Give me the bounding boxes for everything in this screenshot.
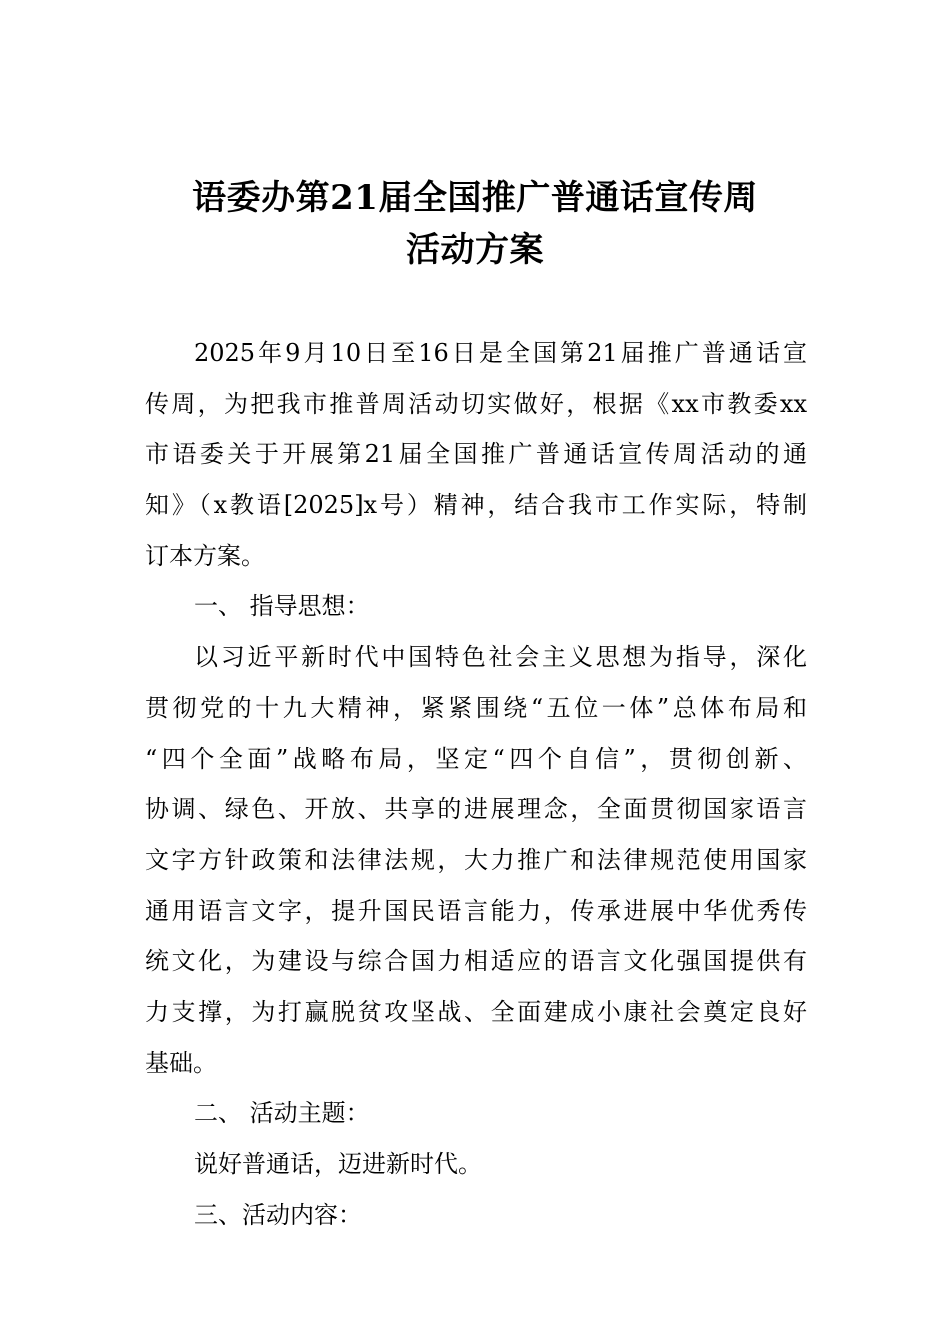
paragraph-2-line-7: 统文化，为建设与综合国力相适应的语言文化强国提供有 (145, 947, 807, 976)
paragraph-1-line-2: 传周，为把我市推普周活动切实做好，根据《xx市教委xx (145, 389, 807, 418)
paragraph-1-line-4: 知》（x教语[2025]x号）精神，结合我市工作实际，特制 (145, 491, 807, 520)
paragraph-2-line-4: 协调、绿色、开放、共享的进展理念，全面贯彻国家语言 (145, 795, 807, 824)
document-body (145, 328, 807, 1240)
paragraph-1-line-5: 订本方案。 (145, 541, 265, 570)
paragraph-2-line-8: 力支撑，为打赢脱贫攻坚战、全面建成小康社会奠定良好 (145, 997, 807, 1026)
document-title-line-2: 活动方案 (406, 230, 544, 270)
paragraph-2-line-9: 基础。 (145, 1048, 217, 1077)
section-heading-guiding-thought: 一、 指导思想： (194, 592, 370, 621)
section-heading-activity-content: 三、活动内容： (194, 1200, 362, 1229)
section-heading-activity-theme: 二、 活动主题： (194, 1099, 370, 1128)
paragraph-2-line-5: 文字方针政策和法律法规，大力推广和法律规范使用国家 (145, 845, 807, 874)
paragraph-2-line-3: “四个全面”战略布局，坚定“四个自信”，贯彻创新、 (145, 744, 807, 773)
paragraph-1-line-1: 2025年9月10日至16日是全国第21届推广普通话宣 (194, 339, 807, 367)
paragraph-1-line-3: 市语委关于开展第21届全国推广普通话宣传周活动的通 (145, 440, 807, 469)
activity-theme-text: 说好普通话，迈进新时代。 (194, 1150, 482, 1178)
paragraph-2-line-6: 通用语言文字，提升国民语言能力，传承进展中华优秀传 (145, 896, 807, 925)
paragraph-2-line-1: 以习近平新时代中国特色社会主义思想为指导，深化 (194, 643, 807, 672)
document-title-line-1: 语委办第21届全国推广普通话宣传周 (192, 178, 758, 218)
paragraph-2-line-2: 贯彻党的十九大精神，紧紧围绕“五位一体”总体布局和 (145, 693, 807, 722)
